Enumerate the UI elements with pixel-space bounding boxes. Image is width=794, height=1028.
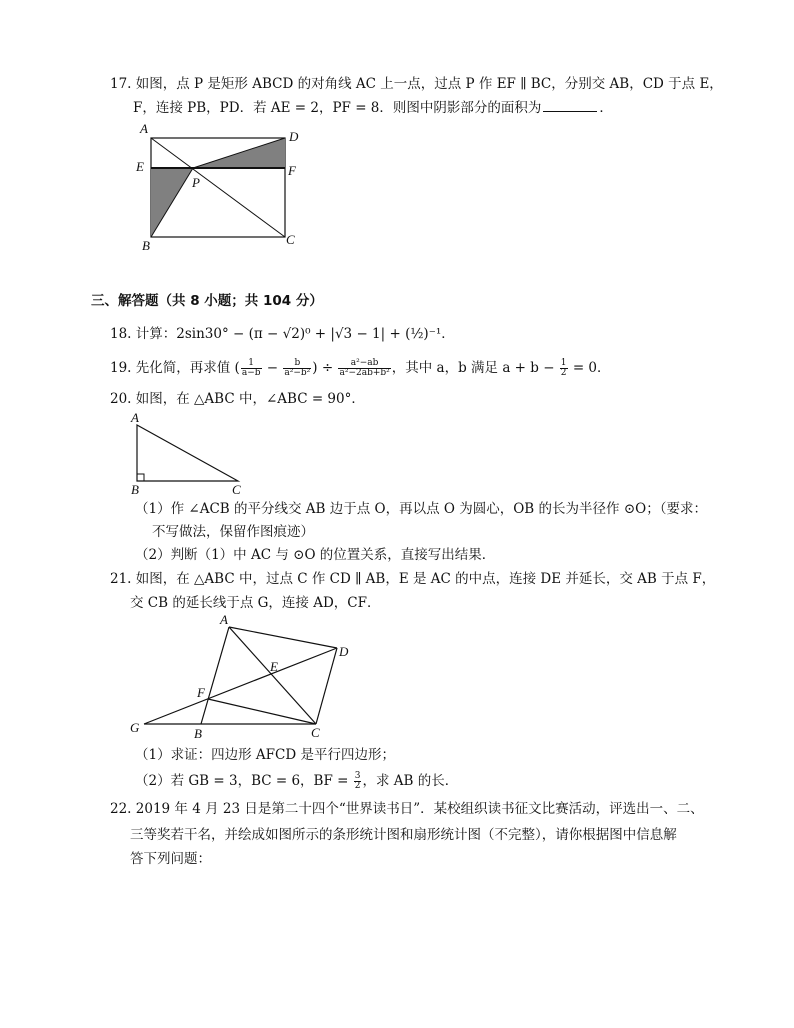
q18-text: 18. 计算：2sin30° − (π − √2)⁰ + |√3 − 1| + (½)⁻¹． bbox=[110, 326, 455, 342]
fraction-2-denominator: a²−b² bbox=[284, 368, 311, 378]
segment-cf bbox=[208, 699, 316, 724]
label-b: B bbox=[131, 482, 139, 497]
label-c: C bbox=[311, 725, 320, 740]
label-a: A bbox=[220, 612, 228, 627]
label-e: E bbox=[136, 159, 144, 174]
label-c: C bbox=[286, 232, 295, 247]
q22-line2: 三等奖若干名，并绘成如图所示的条形统计图和扇形统计图（不完整），请你根据图中信息解 bbox=[130, 827, 677, 843]
fraction-4-numerator: 1 bbox=[560, 358, 567, 368]
q21-part2 bbox=[135, 772, 458, 791]
q19-prefix: 19. 先化简，再求值 ( bbox=[110, 360, 240, 376]
label-c: C bbox=[232, 482, 241, 497]
q22-line3: 答下列问题： bbox=[130, 851, 211, 867]
label-f: F bbox=[197, 685, 205, 700]
segment-cd bbox=[316, 648, 337, 724]
q20-part1-line1: （1）作 ∠ACB 的平分线交 AB 边于点 O，再以点 O 为圆心，OB 的长为半径作 ⊙O；（要求： bbox=[135, 501, 707, 517]
q21-line1: 21. 如图，在 △ABC 中，过点 C 作 CD ∥ AB，E 是 AC 的中点，连接 DE 并延长，交 AB 于点 F， bbox=[110, 571, 716, 587]
q21-part1: （1）求证：四边形 AFCD 是平行四边形； bbox=[135, 747, 395, 763]
label-d: D bbox=[339, 644, 349, 659]
q21-part2-suffix: ，求 AB 的长． bbox=[362, 773, 459, 789]
q20-part1-line2: 不写做法，保留作图痕迹） bbox=[152, 524, 314, 540]
q19-minus: − bbox=[262, 360, 283, 376]
label-a: A bbox=[140, 121, 148, 136]
label-b: B bbox=[142, 238, 150, 253]
label-e: E bbox=[270, 659, 278, 674]
fraction-bf-denominator: 2 bbox=[354, 781, 361, 791]
label-g: G bbox=[130, 720, 140, 735]
segment-ab bbox=[201, 627, 229, 724]
q21-line2: 交 CB 的延长线于点 G，连接 AD，CF． bbox=[130, 595, 381, 611]
q19-div: ) ÷ bbox=[312, 360, 338, 376]
fraction-2-numerator: b bbox=[283, 359, 311, 369]
q17-text-line2-end: ． bbox=[599, 100, 613, 116]
label-d: D bbox=[289, 129, 299, 144]
fraction-3-numerator: a²−ab bbox=[338, 359, 390, 369]
fraction-3-denominator: a²−2ab+b² bbox=[339, 368, 390, 378]
q20-intro: 20. 如图，在 △ABC 中，∠ABC = 90°． bbox=[110, 391, 365, 407]
fraction-4-denominator: 2 bbox=[560, 368, 567, 378]
q20-part2: （2）判断（1）中 AC 与 ⊙O 的位置关系，直接写出结果． bbox=[135, 547, 496, 563]
segment-gd bbox=[144, 648, 337, 724]
q17-text-line2-body: F，连接 PB，PD．若 AE = 2，PF = 8．则图中阴影部分的面积为 bbox=[133, 100, 542, 116]
label-p: P bbox=[192, 175, 200, 190]
q21-part2-prefix: （2）若 GB = 3，BC = 6，BF = bbox=[135, 773, 353, 789]
fraction-bf-numerator: 3 bbox=[354, 771, 361, 781]
fraction-bf bbox=[354, 772, 362, 791]
q22-line1: 22. 2019 年 4 月 23 日是第二十四个“世界读书日”．某校组织读书征文比赛活动，评选出一、二、 bbox=[110, 801, 704, 817]
q19-suffix: = 0． bbox=[568, 360, 611, 376]
q19-mid: ，其中 a，b 满足 a + b − bbox=[391, 360, 559, 376]
label-a: A bbox=[131, 410, 139, 425]
q17-text-line1: 17. 如图，点 P 是矩形 ABCD 的对角线 AC 上一点，过点 P 作 EF ∥ BC，分别交 AB，CD 于点 E， bbox=[110, 76, 723, 92]
fraction-1-numerator: 1 bbox=[241, 359, 262, 369]
fraction-1-denominator: a−b bbox=[241, 368, 261, 378]
section-title: 三、解答题（共 8 小题；共 104 分） bbox=[91, 293, 323, 309]
label-b: B bbox=[194, 726, 202, 741]
label-f: F bbox=[288, 163, 296, 178]
